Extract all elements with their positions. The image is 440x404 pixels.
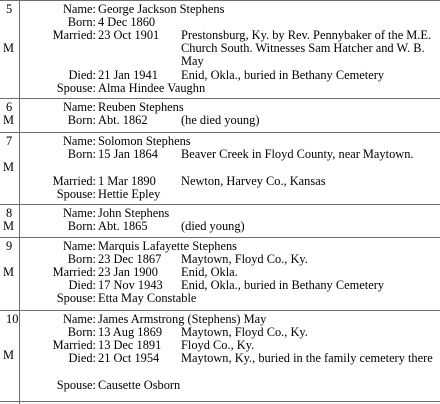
name-value: John Stephens	[98, 206, 170, 220]
event-date: 4 Dec 1860	[98, 15, 156, 29]
event-place: Enid, Okla., buried in Bethany Cemetery	[181, 68, 385, 82]
field-label: Spouse:	[56, 291, 96, 305]
event-place: Enid, Okla., buried in Bethany Cemetery	[181, 278, 385, 292]
person-sex: M	[3, 348, 15, 362]
field-label: Married:	[52, 28, 96, 42]
field-label: Married:	[52, 265, 96, 279]
event-place: Beaver Creek in Floyd County, near Maytown.	[181, 147, 414, 161]
event-date: 1 Mar 1890	[98, 174, 156, 188]
field-label: Married:	[52, 174, 96, 188]
person-number: 7	[6, 134, 13, 148]
event-date: 17 Nov 1943	[98, 278, 163, 292]
field-label: Died:	[68, 351, 96, 365]
event-date: 23 Oct 1901	[98, 28, 160, 42]
field-label: Married:	[52, 338, 96, 352]
event-place: Floyd Co., Ky.	[181, 338, 255, 352]
field-label: Spouse:	[56, 378, 96, 392]
event-place: Maytown, Floyd Co., Ky.	[181, 252, 308, 266]
field-label: Died:	[68, 278, 96, 292]
record-divider	[0, 310, 440, 311]
field-label: Spouse:	[56, 187, 96, 201]
spouse-value: Hettie Epley	[98, 187, 161, 201]
event-place: Maytown, Ky., buried in the family cemetery there	[181, 351, 433, 365]
name-value: Solomon Stephens	[98, 134, 191, 148]
person-sex: M	[3, 265, 15, 279]
record-divider	[0, 132, 440, 133]
record-divider	[0, 237, 440, 238]
field-label: Born:	[67, 219, 96, 233]
name-value: Reuben Stephens	[98, 100, 184, 114]
event-place: Enid, Okla.	[181, 265, 238, 279]
person-number: 9	[6, 239, 13, 253]
field-label: Name:	[62, 312, 96, 326]
person-sex: M	[3, 113, 15, 127]
event-date: 15 Jan 1864	[98, 147, 158, 161]
event-note: (died young)	[181, 219, 245, 233]
field-label: Born:	[67, 147, 96, 161]
name-value: James Armstrong (Stephens) May	[98, 312, 267, 326]
field-label: Born:	[67, 252, 96, 266]
event-date: 23 Dec 1867	[98, 252, 162, 266]
event-place: Maytown, Floyd Co., Ky.	[181, 325, 308, 339]
event-date: 23 Jan 1900	[98, 265, 158, 279]
name-value: George Jackson Stephens	[98, 2, 225, 16]
person-sex: M	[3, 219, 15, 233]
event-date: 21 Oct 1954	[98, 351, 160, 365]
field-label: Name:	[62, 134, 96, 148]
record-divider	[0, 204, 440, 205]
event-date: 13 Dec 1891	[98, 338, 162, 352]
event-place: Prestonsburg, Ky. by Rev. Pennybaker of the M.E. Church South. Witnesses Sam Hatcher and W. B. May	[181, 28, 432, 68]
event-date: Abt. 1865	[98, 219, 148, 233]
record-divider	[0, 98, 440, 99]
field-label: Died:	[68, 68, 96, 82]
person-sex: M	[3, 160, 15, 174]
person-sex: M	[3, 41, 15, 55]
event-place: Newton, Harvey Co., Kansas	[181, 174, 326, 188]
field-label: Born:	[67, 15, 96, 29]
field-label: Name:	[62, 100, 96, 114]
field-label: Spouse:	[56, 81, 96, 95]
event-date: 13 Aug 1869	[98, 325, 163, 339]
spouse-value: Causette Osborn	[98, 378, 181, 392]
field-label: Born:	[67, 113, 96, 127]
field-label: Name:	[62, 206, 96, 220]
person-number: 5	[6, 2, 13, 16]
record-divider	[0, 0, 440, 1]
record-divider	[0, 401, 440, 402]
field-label: Name:	[62, 2, 96, 16]
name-value: Marquis Lafayette Stephens	[98, 239, 238, 253]
field-label: Born:	[67, 325, 96, 339]
spouse-value: Alma Hindee Vaughn	[98, 81, 206, 95]
event-date: 21 Jan 1941	[98, 68, 158, 82]
person-number: 6	[6, 100, 13, 114]
spouse-value: Etta May Constable	[98, 291, 197, 305]
event-note: (he died young)	[181, 113, 260, 127]
person-number: 8	[6, 206, 13, 220]
event-date: Abt. 1862	[98, 113, 148, 127]
field-label: Name:	[62, 239, 96, 253]
person-number: 10	[6, 312, 19, 326]
